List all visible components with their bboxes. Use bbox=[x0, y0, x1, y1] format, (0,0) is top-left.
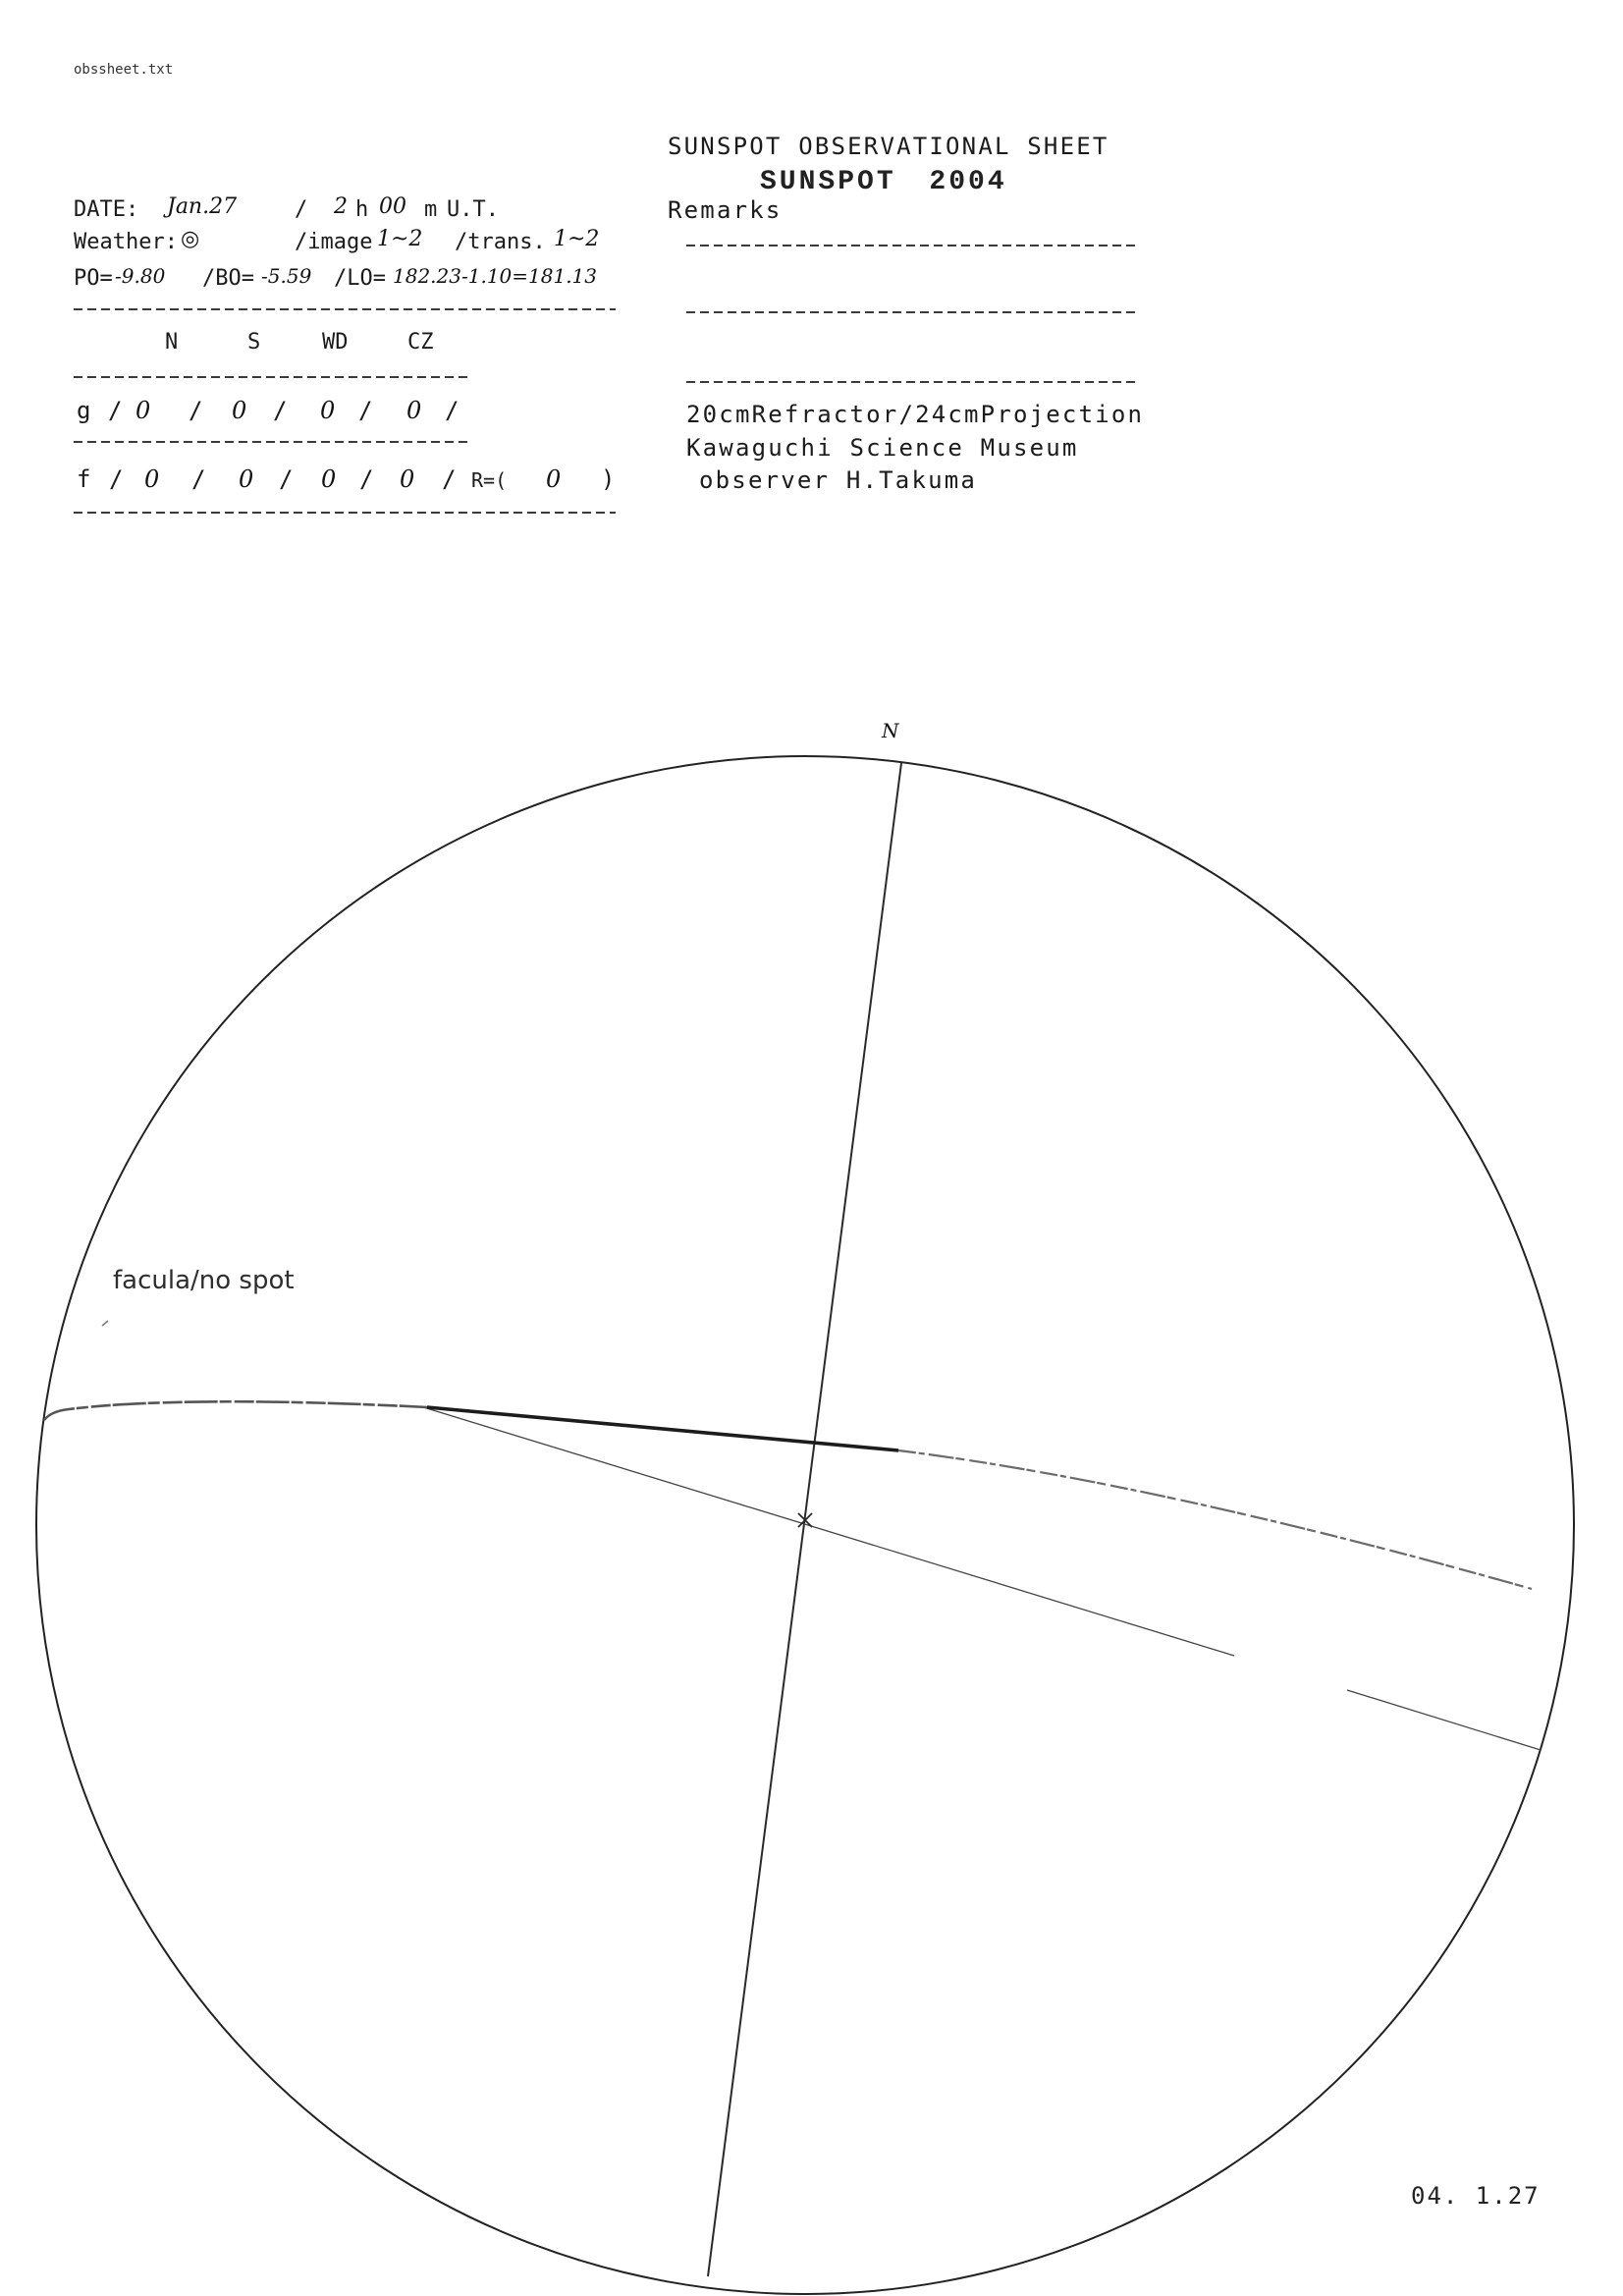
bo-value: -5.59 bbox=[261, 264, 312, 288]
r-label: R=( bbox=[471, 468, 508, 492]
sheet-title: SUNSPOT OBSERVATIONAL SHEET bbox=[668, 133, 1109, 160]
trans-label: /trans. bbox=[455, 230, 546, 254]
weather-value: ◎ bbox=[181, 227, 200, 251]
equipment-text: 20cmRefractor/24cmProjection bbox=[686, 401, 1145, 428]
g-row-separator: / bbox=[189, 397, 203, 424]
sheet-stamp: SUNSPOT 2004 bbox=[760, 167, 1007, 197]
f-count-cz: 0 bbox=[400, 465, 415, 493]
po-label: PO= bbox=[74, 266, 113, 291]
f-row-separator: / bbox=[359, 465, 374, 493]
solar-equator-trace bbox=[44, 1401, 427, 1420]
hour-value: 2 bbox=[334, 194, 348, 219]
time-zone: U.T. bbox=[447, 197, 499, 222]
date-value: Jan.27 bbox=[167, 194, 238, 219]
pencil-mark bbox=[102, 1321, 108, 1326]
g-row-label: g bbox=[77, 397, 91, 424]
image-label: /image bbox=[295, 230, 373, 254]
remarks-label: Remarks bbox=[668, 196, 783, 224]
minute-unit: m bbox=[424, 197, 438, 222]
f-row-separator: / bbox=[109, 465, 124, 493]
g-count-n: 0 bbox=[135, 397, 151, 424]
g-row-separator: / bbox=[445, 397, 460, 424]
lo-value: 182.23-1.10=181.13 bbox=[393, 264, 598, 288]
institution-text: Kawaguchi Science Museum bbox=[686, 434, 1079, 462]
north-mark: N bbox=[882, 719, 899, 742]
g-count-cz: 0 bbox=[406, 397, 422, 424]
g-count-wd: 0 bbox=[320, 397, 336, 424]
g-row-separator: / bbox=[108, 397, 123, 424]
g-count-s: 0 bbox=[232, 397, 247, 424]
reference-line-segment bbox=[1347, 1690, 1541, 1750]
date-label: DATE: bbox=[74, 197, 139, 222]
trans-value: 1~2 bbox=[554, 227, 600, 251]
column-n: N bbox=[165, 330, 179, 355]
r-close: ) bbox=[601, 465, 616, 493]
observation-note: facula/no spot bbox=[113, 1266, 295, 1295]
column-cz: CZ bbox=[407, 330, 434, 355]
g-row-separator: / bbox=[273, 397, 288, 424]
minute-value: 00 bbox=[379, 194, 406, 219]
f-row-separator: / bbox=[191, 465, 206, 493]
po-value: -9.80 bbox=[115, 264, 166, 288]
f-row-separator: / bbox=[279, 465, 294, 493]
observer-text: observer H.Takuma bbox=[699, 466, 978, 494]
date-stamp: 04. 1.27 bbox=[1411, 2182, 1541, 2210]
image-value: 1~2 bbox=[377, 227, 423, 251]
solar-equator-trace bbox=[427, 1407, 898, 1450]
g-row-separator: / bbox=[358, 397, 373, 424]
r-value: 0 bbox=[546, 465, 562, 493]
file-name: obssheet.txt bbox=[74, 62, 174, 78]
weather-label: Weather: bbox=[74, 230, 178, 254]
column-wd: WD bbox=[322, 330, 349, 355]
bo-label: /BO= bbox=[202, 266, 254, 291]
f-count-wd: 0 bbox=[321, 465, 337, 493]
f-row-separator: / bbox=[442, 465, 457, 493]
f-count-s: 0 bbox=[239, 465, 254, 493]
solar-equator-trace bbox=[898, 1450, 1532, 1589]
f-row-label: f bbox=[77, 465, 91, 493]
column-s: S bbox=[247, 330, 261, 355]
sun-disk-outline bbox=[36, 756, 1574, 2294]
f-count-n: 0 bbox=[144, 465, 160, 493]
lo-label: /LO= bbox=[334, 266, 386, 291]
hour-unit: h bbox=[355, 197, 369, 222]
time-separator: / bbox=[295, 197, 308, 222]
